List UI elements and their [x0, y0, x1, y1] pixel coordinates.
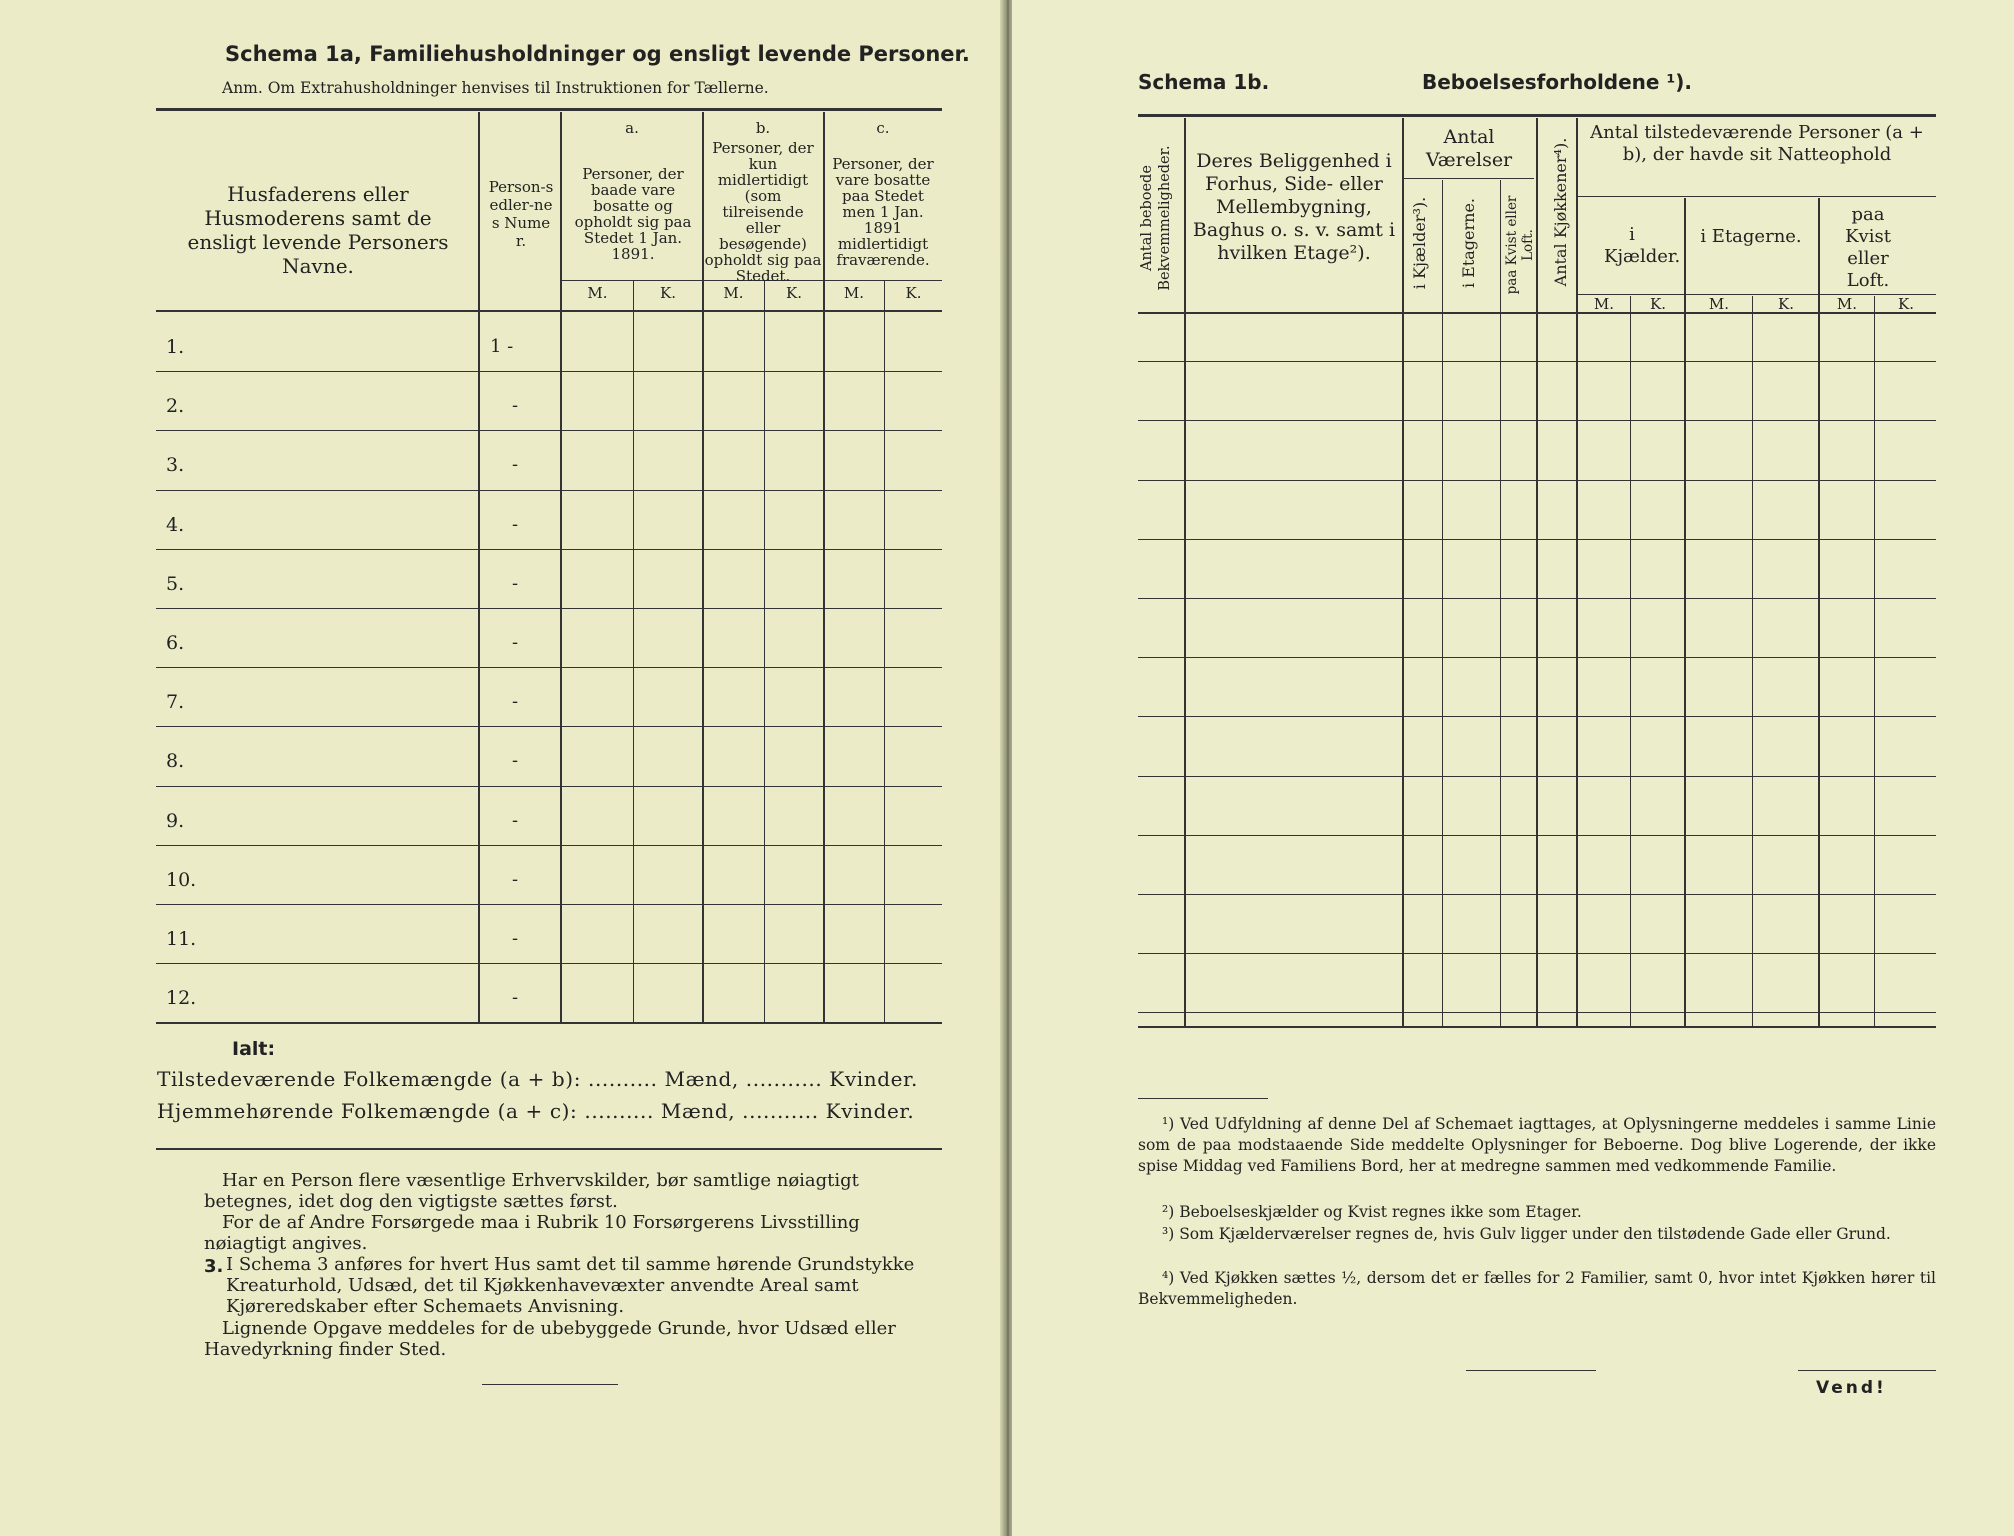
col-rule-name	[478, 112, 480, 1022]
table-row	[156, 786, 942, 787]
row-label: 7.	[166, 691, 185, 713]
r-end-rule-right	[1798, 1370, 1936, 1371]
row-person-number: -	[512, 454, 519, 475]
r-col-kvist: paa Kvist eller Loft.	[1504, 195, 1536, 295]
note-1b-text: For de af Andre Forsørgede maa i Rubrik 10 Forsørgerens Livsstilling nøiagtigt angives.	[204, 1212, 860, 1254]
row-label: 9.	[166, 810, 185, 832]
row-label: 12.	[166, 987, 197, 1009]
sub-a-m: M.	[587, 284, 608, 302]
note-3-text: I Schema 3 anføres for hvert Hus samt det til samme hørende Grundstykke Kreaturhold, Udsæd, det til Kjøkkenhavevæxter anvendte Areal samt Kjøreredskaber efter Schemaets Anvisning.	[226, 1254, 915, 1317]
r-col-bekv: Antal beboede Bekvemmeligheder.	[1139, 145, 1173, 291]
r-col-pkvist: paa Kvist eller Loft.	[1845, 204, 1891, 291]
ialt-label: Ialt:	[232, 1038, 276, 1060]
note-3-num: 3.	[204, 1256, 224, 1277]
row-person-number: -	[512, 514, 519, 535]
r-col-pers-header: Antal tilstedeværende Personer (a + b), der havde sit Natteophold	[1590, 122, 1924, 165]
row-person-number: -	[512, 573, 519, 594]
r-table-bottom-rule	[1138, 1026, 1936, 1028]
totals-bottom-rule	[156, 1148, 942, 1150]
footnote-4	[1138, 1268, 1936, 1310]
r-col-rule-2	[1402, 118, 1404, 1028]
r-sub-rule	[1578, 294, 1936, 295]
table-row	[1138, 657, 1936, 658]
footnote-3	[1138, 1224, 1936, 1245]
table-row	[156, 549, 942, 550]
r-col-kjaelder: i Kjælder³).	[1410, 196, 1429, 290]
r-col-rule-8	[1684, 198, 1686, 1028]
col-c-text: Personer, der vare bosatte paa Stedet men 1 Jan. 1891 midlertidigt fraværende.	[832, 155, 934, 269]
r-col-etagerne: i Etagerne.	[1459, 197, 1478, 289]
hjemme-line: Hjemmehørende Folkemængde (a + c): .......... Mænd, ........... Kvinder.	[157, 1099, 915, 1123]
col-rule-am	[633, 280, 634, 1022]
r-col-rule-1	[1184, 118, 1186, 1028]
row-person-number: -	[512, 395, 519, 416]
r-end-rule-mid	[1466, 1370, 1596, 1371]
col-b-text: Personer, der kun midlertidigt (som tilreisende eller besøgende) opholdt sig paa Stedet.	[704, 139, 822, 285]
table-bottom-rule	[156, 1022, 942, 1024]
left-end-rule	[482, 1384, 618, 1385]
col-rule-num	[560, 112, 562, 1022]
sub-c-m: M.	[843, 284, 865, 302]
table-top-rule	[156, 108, 942, 111]
row-label: 4.	[166, 514, 185, 536]
r-sub-3k: K.	[1898, 295, 1914, 313]
r-vaer-rule	[1404, 178, 1534, 179]
table-row	[156, 667, 942, 668]
col-a-letter: a.	[625, 119, 639, 137]
r-table-top-rule	[1138, 114, 1936, 117]
col-b-letter: b.	[755, 119, 771, 137]
col-c-letter: c.	[876, 119, 890, 137]
r-col-rule-4	[1500, 180, 1501, 1028]
r-col-ikjaelder: i Kjælder.	[1604, 224, 1681, 267]
r-sub-2k: K.	[1778, 295, 1794, 313]
right-title-right: Beboelsesforholdene ¹).	[1422, 70, 1692, 94]
r-sub-1k: K.	[1650, 295, 1666, 313]
r-sub-2m: M.	[1708, 295, 1730, 313]
note-4-text: Lignende Opgave meddeles for de ubebyggede Grunde, hvor Udsæd eller Havedyrkning finder Sted.	[204, 1318, 896, 1360]
table-row	[156, 371, 942, 372]
r-col-rule-3	[1442, 180, 1443, 1028]
table-row	[1138, 420, 1936, 421]
r-sub-1m: M.	[1593, 295, 1615, 313]
col-rule-bm	[764, 280, 765, 1022]
r-col-rule-11	[1874, 296, 1875, 1028]
table-row	[1138, 894, 1936, 895]
row-person-number: -	[512, 928, 519, 949]
note-4	[204, 1318, 942, 1360]
table-row	[1138, 361, 1936, 362]
row-label: 8.	[166, 750, 185, 772]
table-row	[1138, 480, 1936, 481]
footnote-1	[1138, 1114, 1936, 1177]
table-row	[156, 430, 942, 431]
col-rule-cm	[884, 280, 885, 1022]
footnote-4-text: ⁴) Ved Kjøkken sættes ½, dersom det er fælles for 2 Familier, samt 0, hvor intet Kjøkken hører til Bekvemmeligheden.	[1138, 1269, 1936, 1308]
footnote-2	[1138, 1202, 1936, 1223]
r-col-vaer-header: Antal Værelser	[1425, 126, 1513, 171]
sub-a-k: K.	[660, 284, 676, 302]
table-row	[1138, 598, 1936, 599]
footnote-2-text: ²) Beboelseskjælder og Kvist regnes ikke som Etager.	[1162, 1203, 1582, 1221]
left-page	[0, 0, 1006, 1536]
table-row	[156, 726, 942, 727]
note-1a	[204, 1170, 942, 1212]
table-row	[156, 845, 942, 846]
footnote-1-text: ¹) Ved Udfyldning af denne Del af Schemaet iagttages, at Oplysningerne meddeles i samme Linie som de paa modstaaende Side meddelte Oplysninger for Beboerne. Dog blive Logerende, der ikke spise Middag ved Familiens Bord, her at medregne sammen med vedkommende Familie.	[1138, 1115, 1936, 1175]
table-row	[156, 904, 942, 905]
row-person-number: -	[512, 632, 519, 653]
note-1a-text: Har en Person flere væsentlige Erhvervskilder, bør samtlige nøiagtigt betegnes, idet dog den vigtigste sættes først.	[204, 1170, 859, 1212]
row-label: 2.	[166, 395, 185, 417]
table-row	[1138, 1012, 1936, 1013]
table-row	[156, 608, 942, 609]
table-row	[156, 490, 942, 491]
row-person-number: -	[512, 810, 519, 831]
row-person-number: -	[512, 691, 519, 712]
table-row	[1138, 716, 1936, 717]
r-pers-rule	[1578, 196, 1936, 197]
row-label: 6.	[166, 632, 185, 654]
sub-b-m: M.	[723, 284, 744, 302]
row-person-number: -	[512, 869, 519, 890]
table-row	[1138, 953, 1936, 954]
row-person-number: -	[512, 750, 519, 771]
row-person-number: -	[512, 987, 519, 1008]
left-anm: Anm. Om Extrahusholdninger henvises til Instruktionen for Tællerne.	[222, 79, 769, 97]
row-label: 10.	[166, 869, 197, 891]
footnote-3-text: ³) Som Kjælderværelser regnes de, hvis Gulv ligger under den tilstødende Gade eller Grund.	[1162, 1225, 1891, 1243]
r-col-belig: Deres Beliggenhed i Forhus, Side- eller Mellembygning, Baghus o. s. v. samt i hvilken Etage²).	[1192, 150, 1396, 264]
col-num-header: Person-sedler-nes Numer.	[488, 178, 554, 250]
col-a-text: Personer, der baade vare bosatte og opholdt sig paa Stedet 1 Jan. 1891.	[574, 165, 692, 263]
table-row	[1138, 539, 1936, 540]
note-1b	[204, 1212, 942, 1254]
r-footnote-rule	[1138, 1098, 1268, 1099]
right-page	[1012, 0, 2014, 1536]
tilsted-line: Tilstedeværende Folkemængde (a + b): .......... Mænd, ........... Kvinder.	[157, 1067, 918, 1091]
r-col-rule-9	[1752, 296, 1753, 1028]
row-label: 5.	[166, 573, 185, 595]
right-title-left: Schema 1b.	[1138, 70, 1270, 94]
row-label: 3.	[166, 454, 185, 476]
table-row	[1138, 776, 1936, 777]
r-col-rule-10	[1818, 198, 1820, 1028]
sub-c-k: K.	[905, 284, 922, 302]
row-label: 1.	[166, 336, 185, 358]
r-col-ietag: i Etagerne.	[1700, 226, 1802, 247]
col-name-header: Husfaderens eller Husmoderens samt de ensligt levende Personers Navne.	[187, 182, 449, 278]
r-sub-3m: M.	[1836, 295, 1858, 313]
sub-b-k: K.	[786, 284, 802, 302]
vend-label: Vend!	[1816, 1378, 1887, 1398]
table-row	[156, 963, 942, 964]
r-col-kjokken: Antal Kjøkkener⁴).	[1551, 137, 1570, 287]
note-3	[226, 1254, 942, 1317]
left-title: Schema 1a, Familiehusholdninger og ensligt levende Personer.	[225, 42, 970, 66]
r-col-rule-7	[1630, 296, 1631, 1028]
table-row	[1138, 835, 1936, 836]
row-label: 11.	[166, 928, 197, 950]
row-person-number: 1 -	[490, 336, 514, 357]
r-col-rule-6	[1576, 118, 1578, 1028]
